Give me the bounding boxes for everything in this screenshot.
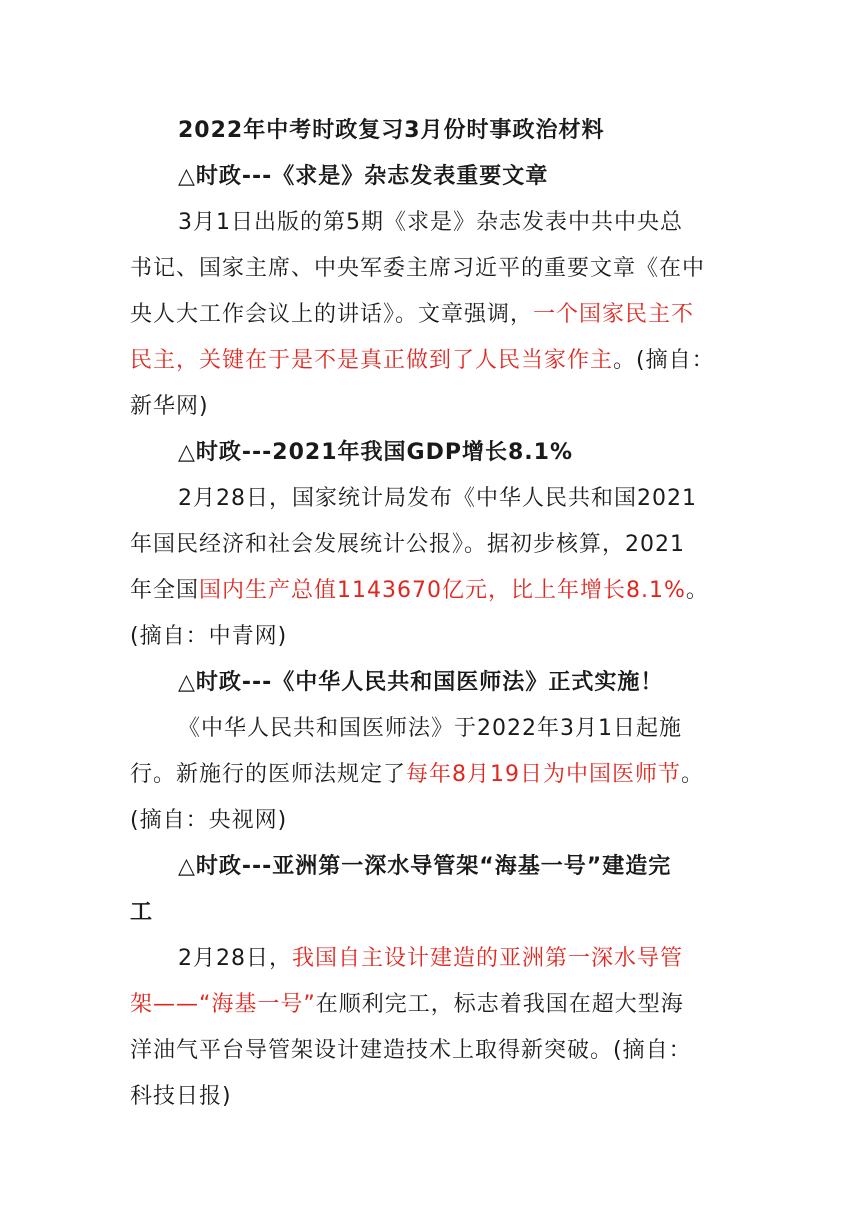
body-text: 《中华人民共和国医师法》于2022年3月1日起施 — [178, 716, 682, 741]
paragraph-line — [130, 706, 732, 752]
body-text: 2月28日， — [178, 946, 292, 971]
paragraph-line — [130, 292, 732, 338]
body-text: (摘自：央视网) — [130, 808, 288, 833]
body-text: 洋油气平台导管架设计建造技术上取得新突破。(摘自： — [130, 1038, 692, 1063]
paragraph-line — [130, 1028, 732, 1074]
paragraph-line — [130, 384, 732, 430]
highlighted-text: 每年8月19日为中国医师节 — [406, 762, 682, 787]
section-heading-continued: 工 — [130, 900, 154, 925]
section-heading: △时政---2021年我国GDP增长8.1% — [178, 440, 574, 465]
paragraph-line — [130, 982, 732, 1028]
paragraph-line — [130, 246, 732, 292]
body-text: 2月28日，国家统计局发布《中华人民共和国2021 — [178, 486, 697, 511]
paragraph-line — [130, 522, 732, 568]
body-text: 。 — [685, 578, 709, 603]
highlighted-text: 民主，关键在于是不是真正做到了人民当家作主 — [130, 348, 614, 373]
paragraph-line — [130, 476, 732, 522]
highlighted-text: 国内生产总值1143670亿元，比上年增长8.1% — [199, 578, 686, 603]
paragraph-line — [130, 568, 732, 614]
body-text: (摘自：中青网) — [130, 624, 288, 649]
paragraph-line — [130, 200, 732, 246]
paragraph-line — [130, 338, 732, 384]
section-heading: △时政---亚洲第一深水导管架“海基一号”建造完 — [178, 854, 672, 879]
highlighted-text: 一个国家民主不 — [533, 302, 695, 327]
document-title: 2022年中考时政复习3月份时事政治材料 — [178, 118, 605, 143]
paragraph-line — [130, 936, 732, 982]
highlighted-text: 架——“海基一号” — [130, 992, 316, 1017]
body-text: 科技日报) — [130, 1084, 232, 1109]
body-text: 。 — [681, 762, 705, 787]
paragraph-line — [130, 614, 732, 660]
body-text: 年国民经济和社会发展统计公报》。据初步核算，2021 — [130, 532, 685, 557]
body-text: 。(摘自： — [613, 348, 715, 373]
body-text: 年全国 — [130, 578, 200, 603]
body-text: 行。新施行的医师法规定了 — [130, 762, 407, 787]
body-text: 3月1日出版的第5期《求是》杂志发表中共中央总 — [178, 210, 683, 235]
section-heading: △时政---《求是》杂志发表重要文章 — [178, 164, 549, 189]
paragraph-line — [130, 798, 732, 844]
body-text: 书记、国家主席、中央军委主席习近平的重要文章《在中 — [130, 256, 706, 281]
body-text: 在顺利完工，标志着我国在超大型海 — [315, 992, 684, 1017]
paragraph-line — [130, 1074, 732, 1120]
paragraph-line — [130, 752, 732, 798]
highlighted-text: 我国自主设计建造的亚洲第一深水导管 — [292, 946, 684, 971]
section-heading: △时政---《中华人民共和国医师法》正式实施！ — [178, 670, 664, 695]
body-text: 新华网) — [130, 394, 209, 419]
body-text: 央人大工作会议上的讲话》。文章强调， — [130, 302, 534, 327]
